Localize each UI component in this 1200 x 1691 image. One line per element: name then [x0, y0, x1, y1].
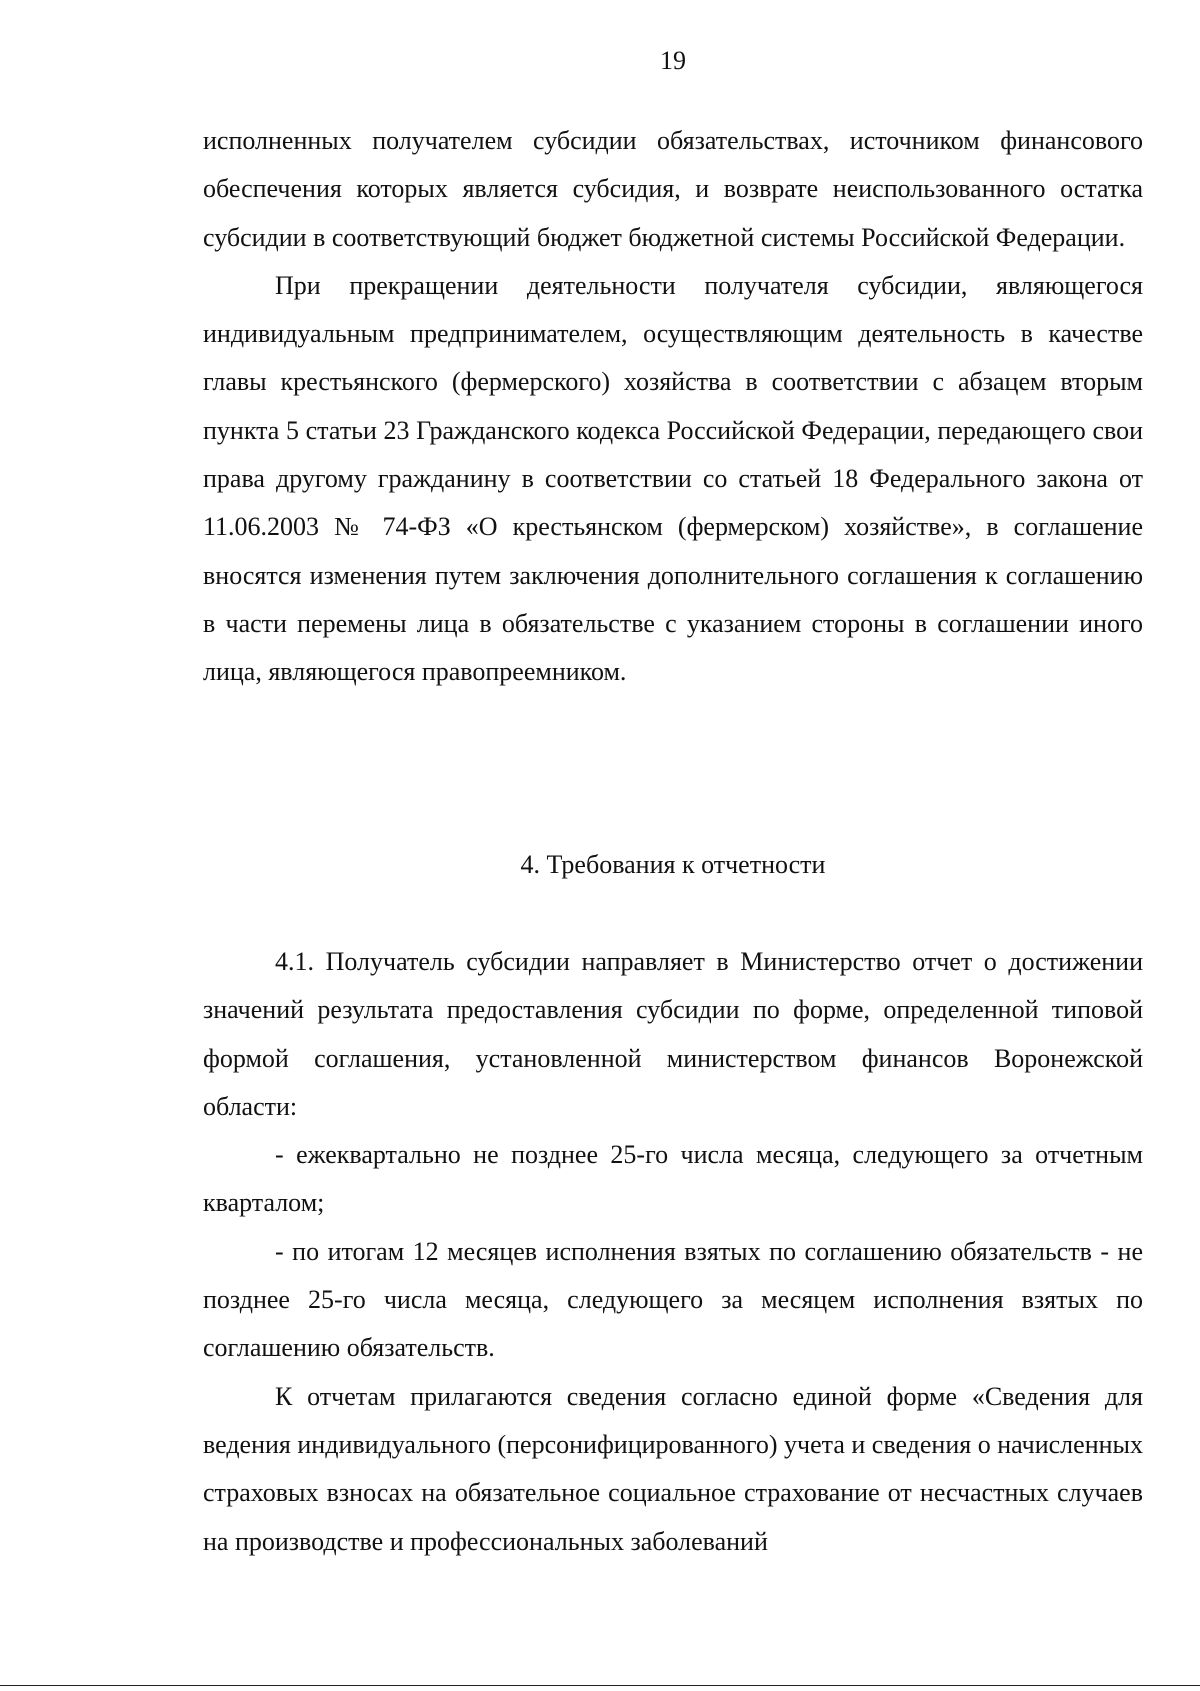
document-body-upper [203, 117, 1143, 697]
paragraph-termination-of-activity: При прекращении деятельности получателя субсидии, являющегося индивидуальным предпринимателем, осуществляющим деятельность в качестве главы крестьянского (фермерского) хозяйства в соответствии с абзацем вторым пункта 5 статьи 23 Гражданского кодекса Российской Федерации, передающего свои права другому гражданину в соответствии со статьей 18 Федерального закона от 11.06.2003 № 74-ФЗ «О крестьянском (фермерском) хозяйстве», в соглашение вносятся изменения путем заключения дополнительного соглашения к соглашению в части перемены лица в обязательстве с указанием стороны в соглашении иного лица, являющегося правопреемником. [203, 270, 1143, 687]
page-number: 19 [660, 46, 686, 75]
document-body-lower [203, 938, 1143, 1566]
section-heading: 4. Требования к отчетности [520, 850, 826, 879]
paragraph-attachments: К отчетам прилагаются сведения согласно единой форме «Сведения для ведения индивидуального (персонифицированного) учета и сведения о начисленных страховых взносах на обязательное социальное страхование от несчастных случаев на производстве и профессиональных заболеваний [203, 1381, 1143, 1556]
footer-rule [0, 1685, 1200, 1686]
paragraph-continuation: исполненных получателем субсидии обязательствах, источником финансового обеспечения которых является субсидия, и возврате неиспользованного остатка субсидии в соответствующий бюджет бюджетной системы Российской Федерации. [203, 126, 1143, 252]
paragraph-4-1: 4.1. Получатель субсидии направляет в Министерство отчет о достижении значений результата предоставления субсидии по форме, определенной типовой формой соглашения, установленной министерством финансов Воронежской области: [203, 947, 1143, 1121]
list-item-annual: - по итогам 12 месяцев исполнения взятых по соглашению обязательств - не позднее 25-го числа месяца, следующего за месяцем исполнения взятых по соглашению обязательств. [203, 1236, 1143, 1363]
list-item-quarterly: - ежеквартально не позднее 25-го числа месяца, следующего за отчетным кварталом; [203, 1140, 1143, 1218]
